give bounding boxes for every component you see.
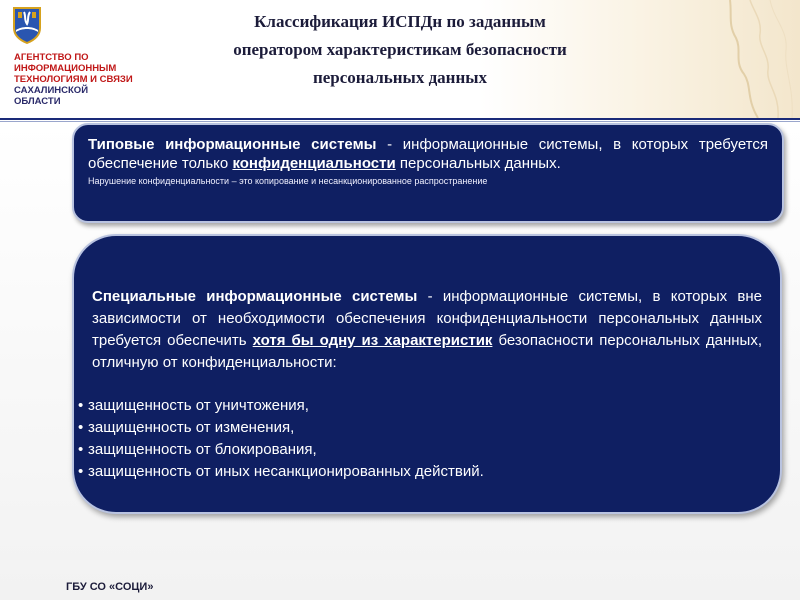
security-characteristics-list (78, 395, 484, 483)
bullet-icon: • (78, 463, 84, 480)
coat-of-arms-logo (12, 6, 42, 44)
title-line: Классификация ИСПДн по заданным (254, 12, 546, 31)
typical-systems-box (72, 123, 784, 223)
list-item-text: защищенность от иных несанкционированных действий. (88, 463, 484, 480)
list-item (78, 417, 484, 439)
title-line: оператором характеристикам безопасности (233, 40, 567, 59)
confidentiality-emphasis: конфиденциальности (232, 155, 396, 172)
title-line: персональных данных (312, 68, 488, 87)
characteristic-emphasis: хотя бы одну из характеристик (252, 332, 493, 349)
agency-line: САХАЛИНСКОЙ (14, 85, 89, 96)
header (0, 0, 800, 118)
typical-systems-definition (88, 135, 768, 173)
agency-line: ИНФОРМАЦИОННЫМ (14, 63, 117, 74)
list-item-text: защищенность от изменения, (88, 419, 295, 436)
list-item (78, 439, 484, 461)
list-item-text: защищенность от уничтожения, (88, 397, 309, 414)
list-item (78, 395, 484, 417)
special-systems-term: Специальные информационные системы (92, 288, 418, 305)
agency-line: ОБЛАСТИ (14, 96, 61, 107)
definition-text: - информационные системы, в которых требуется обеспечение только (88, 136, 768, 172)
special-systems-definition (92, 286, 762, 374)
header-divider (0, 118, 800, 120)
slide-title (160, 8, 640, 92)
footer-organization: ГБУ СО «СОЦИ» (66, 581, 154, 593)
agency-name (14, 52, 164, 107)
bullet-icon: • (78, 419, 84, 436)
typical-systems-term: Типовые информационные системы (88, 136, 377, 153)
definition-text: персональных данных. (395, 155, 561, 172)
bullet-icon: • (78, 441, 84, 458)
sakhalin-map-decoration (670, 0, 800, 118)
header-divider-thin (0, 121, 800, 122)
definition-text: безопасности персональных данных, отличную от конфиденциальности: (92, 332, 762, 371)
confidentiality-note: Нарушение конфиденциальности – это копирование и несанкционированное распространение (88, 176, 488, 186)
agency-line: ТЕХНОЛОГИЯМ И СВЯЗИ (14, 74, 133, 85)
list-item (78, 461, 484, 483)
list-item-text: защищенность от блокирования, (88, 441, 317, 458)
bullet-icon: • (78, 397, 84, 414)
definition-text: - информационные системы, в которых вне зависимости от необходимости обеспечения конфиденциальности персональных данных требуется обеспечить (92, 288, 762, 349)
agency-line: АГЕНТСТВО ПО (14, 52, 89, 63)
